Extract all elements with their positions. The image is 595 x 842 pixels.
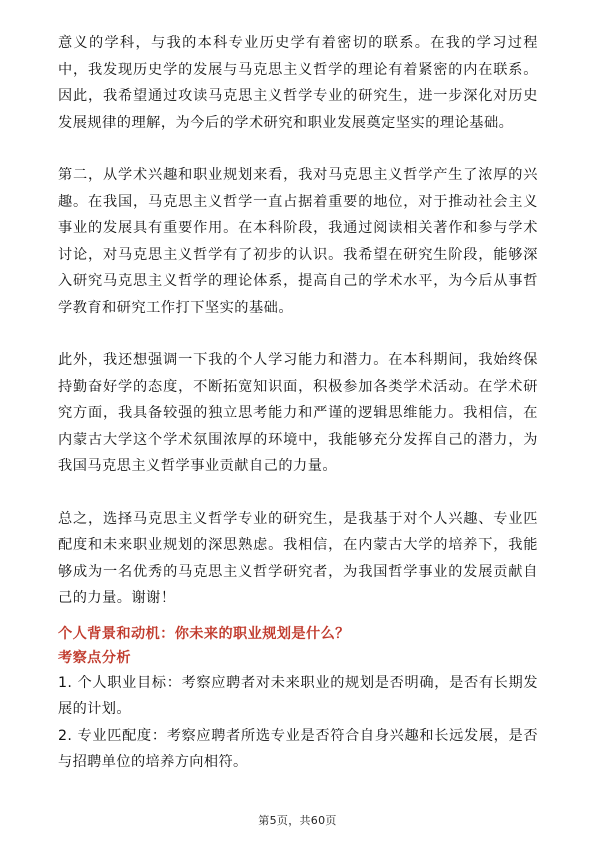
analysis-heading: 考察点分析 xyxy=(58,649,131,666)
analysis-item-2: 2. 专业匹配度：考察应聘者所选专业是否符合自身兴趣和长远发展，是否与招聘单位的培养方向相符。 xyxy=(58,727,538,770)
page-number-footer: 第5页，共60页 xyxy=(258,814,337,827)
question-heading: 个人背景和动机：你未来的职业规划是什么？ xyxy=(58,625,350,642)
body-paragraph-1: 意义的学科，与我的本科专业历史学有着密切的联系。在我的学习过程中，我发现历史学的发展与马克思主义哲学的理论有着紧密的内在联系。因此，我希望通过攻读马克思主义哲学专业的研究生，进一步深化对历史发展规律的理解，为今后的学术研究和职业发展奠定坚实的理论基础。 xyxy=(58,35,538,131)
page-content xyxy=(58,30,538,776)
body-paragraph-3: 此外，我还想强调一下我的个人学习能力和潜力。在本科期间，我始终保持勤奋好学的态度，不断拓宽知识面，积极参加各类学术活动。在学术研究方面，我具备较强的独立思考能力和严谨的逻辑思维能力。我相信，在内蒙古大学这个学术氛围浓厚的环境中，我能够充分发挥自己的潜力，为我国马克思主义哲学事业贡献自己的力量。 xyxy=(58,352,538,474)
analysis-item-1: 1. 个人职业目标：考察应聘者对未来职业的规划是否明确，是否有长期发展的计划。 xyxy=(58,674,538,717)
body-paragraph-4: 总之，选择马克思主义哲学专业的研究生，是我基于对个人兴趣、专业匹配度和未来职业规划的深思熟虑。我相信，在内蒙古大学的培养下，我能够成为一名优秀的马克思主义哲学研究者，为我国哲学事业的发展贡献自己的力量。谢谢！ xyxy=(58,510,538,606)
body-paragraph-2: 第二，从学术兴趣和职业规划来看，我对马克思主义哲学产生了浓厚的兴趣。在我国，马克思主义哲学一直占据着重要的地位，对于推动社会主义事业的发展具有重要作用。在本科阶段，我通过阅读相关著作和参与学术讨论，对马克思主义哲学有了初步的认识。我希望在研究生阶段，能够深入研究马克思主义哲学的理论体系，提高自己的学术水平，为今后从事哲学教育和研究工作打下坚实的基础。 xyxy=(58,167,538,316)
